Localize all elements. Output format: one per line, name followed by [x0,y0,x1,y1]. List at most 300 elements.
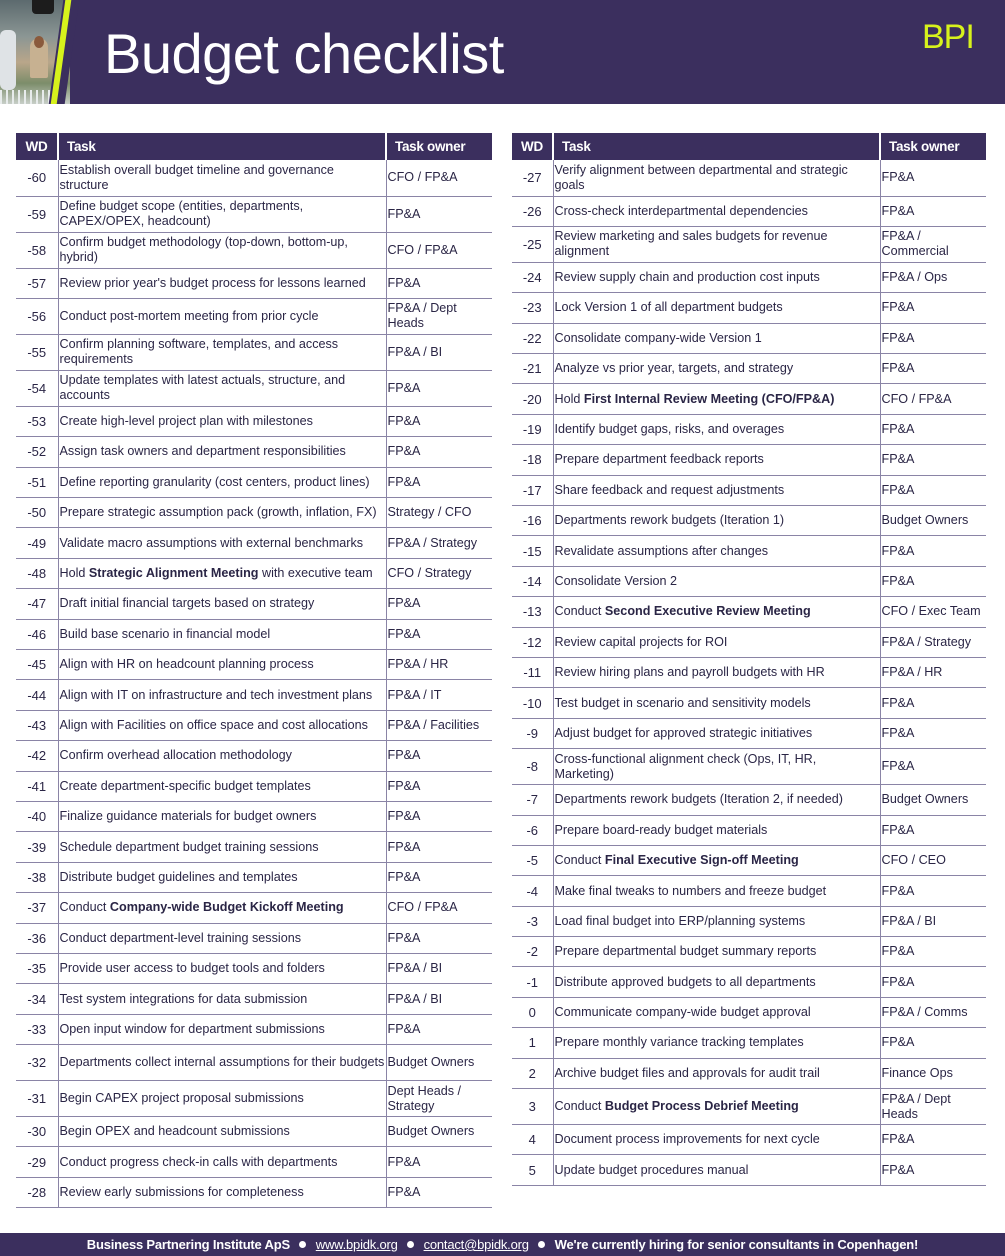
bullet-icon [299,1241,306,1248]
working-day-cell: -59 [16,196,58,232]
task-owner-cell: FP&A [386,619,492,649]
working-day-cell: -41 [16,771,58,801]
task-owner-cell: FP&A / Commercial [880,226,986,262]
task-owner-cell: FP&A [880,1125,986,1155]
working-day-cell: -22 [512,323,553,353]
table-row [16,1117,492,1147]
working-day-cell: -8 [512,749,553,785]
person-head-shape [34,36,44,48]
working-day-cell: 5 [512,1155,553,1185]
table-row [16,619,492,649]
table-row [16,160,492,196]
task-cell [553,384,880,414]
task-cell: Cross-functional alignment check (Ops, IT, HR, Marketing) [553,749,880,785]
checklist-table-right [512,133,986,1186]
task-owner-cell: FP&A [880,937,986,967]
table-row [16,334,492,370]
task-cell: Share feedback and request adjustments [553,475,880,505]
task-owner-cell: FP&A [880,196,986,226]
task-owner-cell: FP&A / Dept Heads [386,298,492,334]
working-day-cell: -40 [16,801,58,831]
task-owner-cell: FP&A [880,718,986,748]
task-cell [58,558,386,588]
table-row [16,589,492,619]
task-owner-cell: Budget Owners [880,506,986,536]
task-owner-cell: FP&A [386,1177,492,1207]
task-owner-cell: FP&A [880,475,986,505]
task-cell: Assign task owners and department responsibilities [58,437,386,467]
table-row [16,498,492,528]
working-day-cell: -6 [512,815,553,845]
table-row [512,967,986,997]
task-cell: Departments rework budgets (Iteration 2, if needed) [553,785,880,815]
working-day-cell: -17 [512,475,553,505]
company-name: Business Partnering Institute ApS [86,1237,290,1252]
working-day-cell: -16 [512,506,553,536]
working-day-cell: -23 [512,293,553,323]
working-day-cell: -19 [512,414,553,444]
task-cell: Draft initial financial targets based on strategy [58,589,386,619]
task-cell: Adjust budget for approved strategic initiatives [553,718,880,748]
fence-shape [0,90,56,104]
working-day-cell: -12 [512,627,553,657]
table-row [16,801,492,831]
working-day-cell: -25 [512,226,553,262]
task-cell: Finalize guidance materials for budget owners [58,801,386,831]
table-row [16,558,492,588]
working-day-cell: -36 [16,923,58,953]
task-cell: Communicate company-wide budget approval [553,997,880,1027]
working-day-cell: -7 [512,785,553,815]
task-cell: Review marketing and sales budgets for revenue alignment [553,226,880,262]
table-row [512,226,986,262]
task-cell: Prepare department feedback reports [553,445,880,475]
table-row [512,785,986,815]
task-owner-cell: FP&A [386,741,492,771]
task-cell: Distribute budget guidelines and templates [58,862,386,892]
task-owner-cell: FP&A [386,832,492,862]
column-header-task: Task [553,133,880,160]
task-cell: Lock Version 1 of all department budgets [553,293,880,323]
working-day-cell: -47 [16,589,58,619]
task-owner-cell: FP&A / Comms [880,997,986,1027]
task-cell: Define budget scope (entities, departments, CAPEX/OPEX, headcount) [58,196,386,232]
table-row [16,1014,492,1044]
table-row [512,718,986,748]
task-cell: Review hiring plans and payroll budgets with HR [553,657,880,687]
working-day-cell: -13 [512,597,553,627]
working-day-cell: -56 [16,298,58,334]
table-row [512,536,986,566]
task-owner-cell: FP&A / Strategy [880,627,986,657]
task-owner-cell: Finance Ops [880,1058,986,1088]
task-cell [553,597,880,627]
task-text: Conduct [59,900,110,915]
working-day-cell: -44 [16,680,58,710]
table-row [512,845,986,875]
bpi-logo: BPI [922,18,974,56]
table-row [16,406,492,436]
task-owner-cell: FP&A [386,437,492,467]
working-day-cell: -42 [16,741,58,771]
task-owner-cell: FP&A / Ops [880,262,986,292]
task-cell: Review supply chain and production cost inputs [553,262,880,292]
task-cell: Update budget procedures manual [553,1155,880,1185]
task-owner-cell: FP&A [386,370,492,406]
table-row [16,298,492,334]
task-cell: Verify alignment between departmental and strategic goals [553,160,880,196]
task-owner-cell: FP&A [386,801,492,831]
task-cell [553,845,880,875]
task-owner-cell: FP&A / HR [880,657,986,687]
task-owner-cell: FP&A [386,406,492,436]
working-day-cell: -24 [512,262,553,292]
task-cell: Review capital projects for ROI [553,627,880,657]
column-header-task: Task [58,133,386,160]
task-cell: Analyze vs prior year, targets, and strategy [553,354,880,384]
task-cell: Begin OPEX and headcount submissions [58,1117,386,1147]
working-day-cell: -49 [16,528,58,558]
working-day-cell: -58 [16,232,58,268]
task-cell: Identify budget gaps, risks, and overages [553,414,880,444]
task-cell: Align with IT on infrastructure and tech investment plans [58,680,386,710]
working-day-cell: -33 [16,1014,58,1044]
task-owner-cell: FP&A / BI [386,953,492,983]
task-owner-cell: FP&A / Facilities [386,710,492,740]
task-cell: Define reporting granularity (cost centers, product lines) [58,467,386,497]
task-cell: Align with HR on headcount planning process [58,650,386,680]
table-row [16,923,492,953]
task-owner-cell: FP&A [386,268,492,298]
header-banner [0,0,1005,104]
task-cell: Test system integrations for data submission [58,984,386,1014]
task-cell: Prepare monthly variance tracking templates [553,1028,880,1058]
task-owner-cell: FP&A [880,354,986,384]
table-row [16,771,492,801]
website-link[interactable]: www.bpidk.org [315,1237,398,1252]
working-day-cell: -29 [16,1147,58,1177]
task-cell: Consolidate company-wide Version 1 [553,323,880,353]
working-day-cell: -57 [16,268,58,298]
table-row [16,862,492,892]
task-cell: Confirm overhead allocation methodology [58,741,386,771]
task-cell: Open input window for department submissions [58,1014,386,1044]
working-day-cell: -34 [16,984,58,1014]
working-day-cell: 4 [512,1125,553,1155]
table-row [16,232,492,268]
task-owner-cell: FP&A / Dept Heads [880,1089,986,1125]
working-day-cell: -28 [16,1177,58,1207]
checklist-table-left [16,133,492,1208]
task-owner-cell: CFO / Strategy [386,558,492,588]
task-cell: Create department-specific budget templates [58,771,386,801]
task-owner-cell: FP&A [880,967,986,997]
task-cell: Prepare board-ready budget materials [553,815,880,845]
task-owner-cell: FP&A [880,688,986,718]
task-cell: Build base scenario in financial model [58,619,386,649]
table-row [512,566,986,596]
hiring-message: We're currently hiring for senior consultants in Copenhagen! [554,1237,919,1252]
task-owner-cell: FP&A [386,1014,492,1044]
task-owner-cell: Budget Owners [386,1045,492,1081]
working-day-cell: -18 [512,445,553,475]
column-header-owner: Task owner [880,133,986,160]
task-owner-cell: FP&A [880,293,986,323]
table-header-row [16,133,492,160]
task-owner-cell: FP&A [880,323,986,353]
task-cell: Departments rework budgets (Iteration 1) [553,506,880,536]
task-cell: Create high-level project plan with milestones [58,406,386,436]
working-day-cell: 3 [512,1089,553,1125]
task-owner-cell: FP&A [880,160,986,196]
task-owner-cell: CFO / CEO [880,845,986,875]
table-row [16,370,492,406]
task-owner-cell: FP&A / Strategy [386,528,492,558]
task-cell: Review early submissions for completeness [58,1177,386,1207]
task-cell: Align with Facilities on office space and cost allocations [58,710,386,740]
task-owner-cell: FP&A [386,862,492,892]
table-body-right [512,160,986,1185]
task-text: with executive team [258,566,373,581]
working-day-cell: -60 [16,160,58,196]
task-owner-cell: FP&A [386,196,492,232]
task-owner-cell: FP&A [386,467,492,497]
task-cell: Test budget in scenario and sensitivity models [553,688,880,718]
working-day-cell: -11 [512,657,553,687]
task-cell: Make final tweaks to numbers and freeze budget [553,876,880,906]
table-row [512,506,986,536]
working-day-cell: -35 [16,953,58,983]
task-owner-cell: Budget Owners [880,785,986,815]
task-cell: Confirm planning software, templates, and access requirements [58,334,386,370]
meeting-name: Company-wide Budget Kickoff Meeting [109,900,344,915]
working-day-cell: -53 [16,406,58,436]
bullet-icon [407,1241,414,1248]
table-row [512,1155,986,1185]
working-day-cell: -50 [16,498,58,528]
task-owner-cell: FP&A / BI [880,906,986,936]
task-cell: Cross-check interdepartmental dependencies [553,196,880,226]
table-header-row [512,133,986,160]
task-owner-cell: FP&A [386,923,492,953]
task-cell: Validate macro assumptions with external benchmarks [58,528,386,558]
task-cell: Review prior year's budget process for lessons learned [58,268,386,298]
table-row [512,1125,986,1155]
column-header-owner: Task owner [386,133,492,160]
task-cell: Consolidate Version 2 [553,566,880,596]
task-cell: Prepare strategic assumption pack (growth, inflation, FX) [58,498,386,528]
table-body-left [16,160,492,1208]
table-row [512,1058,986,1088]
task-cell: Establish overall budget timeline and governance structure [58,160,386,196]
working-day-cell: -21 [512,354,553,384]
table-row [512,1028,986,1058]
task-text: Conduct [554,1099,605,1114]
task-cell: Revalidate assumptions after changes [553,536,880,566]
bullet-icon [538,1241,545,1248]
table-row [512,749,986,785]
task-owner-cell: FP&A [880,876,986,906]
task-cell: Distribute approved budgets to all departments [553,967,880,997]
task-owner-cell: Budget Owners [386,1117,492,1147]
task-owner-cell: FP&A [880,536,986,566]
working-day-cell: -2 [512,937,553,967]
task-cell: Provide user access to budget tools and folders [58,953,386,983]
column-header-wd: WD [16,133,58,160]
task-owner-cell: FP&A [880,566,986,596]
task-owner-cell: Strategy / CFO [386,498,492,528]
meeting-name: Final Executive Sign-off Meeting [604,853,799,868]
person-shape [0,30,16,90]
table-row [16,741,492,771]
working-day-cell: -1 [512,967,553,997]
working-day-cell: -54 [16,370,58,406]
task-owner-cell: FP&A [880,414,986,444]
task-cell: Begin CAPEX project proposal submissions [58,1081,386,1117]
working-day-cell: -39 [16,832,58,862]
task-owner-cell: FP&A [386,1147,492,1177]
table-row [512,657,986,687]
table-row [512,354,986,384]
working-day-cell: -38 [16,862,58,892]
task-cell: Conduct post-mortem meeting from prior cycle [58,298,386,334]
table-row [16,680,492,710]
table-row [16,467,492,497]
working-day-cell: -30 [16,1117,58,1147]
working-day-cell: -46 [16,619,58,649]
task-cell [553,1089,880,1125]
column-header-wd: WD [512,133,553,160]
working-day-cell: -5 [512,845,553,875]
table-row [16,1177,492,1207]
task-cell [58,893,386,923]
table-row [16,893,492,923]
table-row [16,1147,492,1177]
table-row [512,293,986,323]
task-cell: Document process improvements for next cycle [553,1125,880,1155]
working-day-cell: -43 [16,710,58,740]
table-row [512,906,986,936]
table-row [512,997,986,1027]
task-owner-cell: CFO / FP&A [386,893,492,923]
table-row [512,627,986,657]
working-day-cell: -48 [16,558,58,588]
meeting-name: First Internal Review Meeting (CFO/FP&A) [583,391,835,406]
table-row [512,414,986,444]
table-row [16,710,492,740]
working-day-cell: -55 [16,334,58,370]
working-day-cell: -14 [512,566,553,596]
working-day-cell: -52 [16,437,58,467]
table-row [512,475,986,505]
table-row [512,445,986,475]
working-day-cell: -20 [512,384,553,414]
task-owner-cell: FP&A / BI [386,334,492,370]
table-row [512,262,986,292]
task-owner-cell: FP&A / HR [386,650,492,680]
task-owner-cell: CFO / FP&A [386,160,492,196]
table-row [16,1081,492,1117]
task-cell: Schedule department budget training sessions [58,832,386,862]
task-owner-cell: FP&A [880,1155,986,1185]
table-row [512,937,986,967]
email-link[interactable]: contact@bpidk.org [423,1237,529,1252]
table-row [16,650,492,680]
working-day-cell: -45 [16,650,58,680]
task-owner-cell: FP&A [880,749,986,785]
task-owner-cell: FP&A / IT [386,680,492,710]
table-row [512,688,986,718]
task-cell: Confirm budget methodology (top-down, bottom-up, hybrid) [58,232,386,268]
table-row [512,196,986,226]
working-day-cell: -27 [512,160,553,196]
table-row [16,437,492,467]
table-row [512,160,986,196]
table-row [16,832,492,862]
meeting-name: Budget Process Debrief Meeting [604,1099,799,1114]
working-day-cell: -51 [16,467,58,497]
page-title: Budget checklist [104,22,504,85]
task-text: Hold [59,566,89,581]
working-day-cell: 0 [512,997,553,1027]
working-day-cell: 2 [512,1058,553,1088]
working-day-cell: -10 [512,688,553,718]
task-text: Hold [554,391,584,406]
working-day-cell: -26 [512,196,553,226]
task-cell: Prepare departmental budget summary reports [553,937,880,967]
table-row [16,268,492,298]
task-owner-cell: FP&A [880,815,986,845]
working-day-cell: -9 [512,718,553,748]
task-owner-cell: FP&A [386,589,492,619]
working-day-cell: -3 [512,906,553,936]
task-owner-cell: FP&A [386,771,492,801]
table-row [16,196,492,232]
task-owner-cell: Dept Heads / Strategy [386,1081,492,1117]
working-day-cell: -37 [16,893,58,923]
table-row [16,1045,492,1081]
table-row [512,597,986,627]
table-row [512,1089,986,1125]
task-cell: Departments collect internal assumptions for their budgets [58,1045,386,1081]
task-cell: Load final budget into ERP/planning systems [553,906,880,936]
table-row [512,876,986,906]
task-text: Conduct [554,853,605,868]
table-row [16,984,492,1014]
table-row [16,953,492,983]
task-cell: Archive budget files and approvals for audit trail [553,1058,880,1088]
working-day-cell: -15 [512,536,553,566]
task-text: Conduct [554,604,605,619]
working-day-cell: -4 [512,876,553,906]
task-owner-cell: FP&A / BI [386,984,492,1014]
table-row [16,528,492,558]
working-day-cell: -31 [16,1081,58,1117]
task-owner-cell: FP&A [880,445,986,475]
task-owner-cell: FP&A [880,1028,986,1058]
task-cell: Update templates with latest actuals, structure, and accounts [58,370,386,406]
meeting-name: Second Executive Review Meeting [604,604,811,619]
meeting-name: Strategic Alignment Meeting [88,566,259,581]
task-owner-cell: CFO / FP&A [880,384,986,414]
table-row [512,384,986,414]
task-cell: Conduct progress check-in calls with departments [58,1147,386,1177]
working-day-cell: -32 [16,1045,58,1081]
task-owner-cell: CFO / Exec Team [880,597,986,627]
table-row [512,815,986,845]
lamp-shape [32,0,54,14]
task-owner-cell: CFO / FP&A [386,232,492,268]
